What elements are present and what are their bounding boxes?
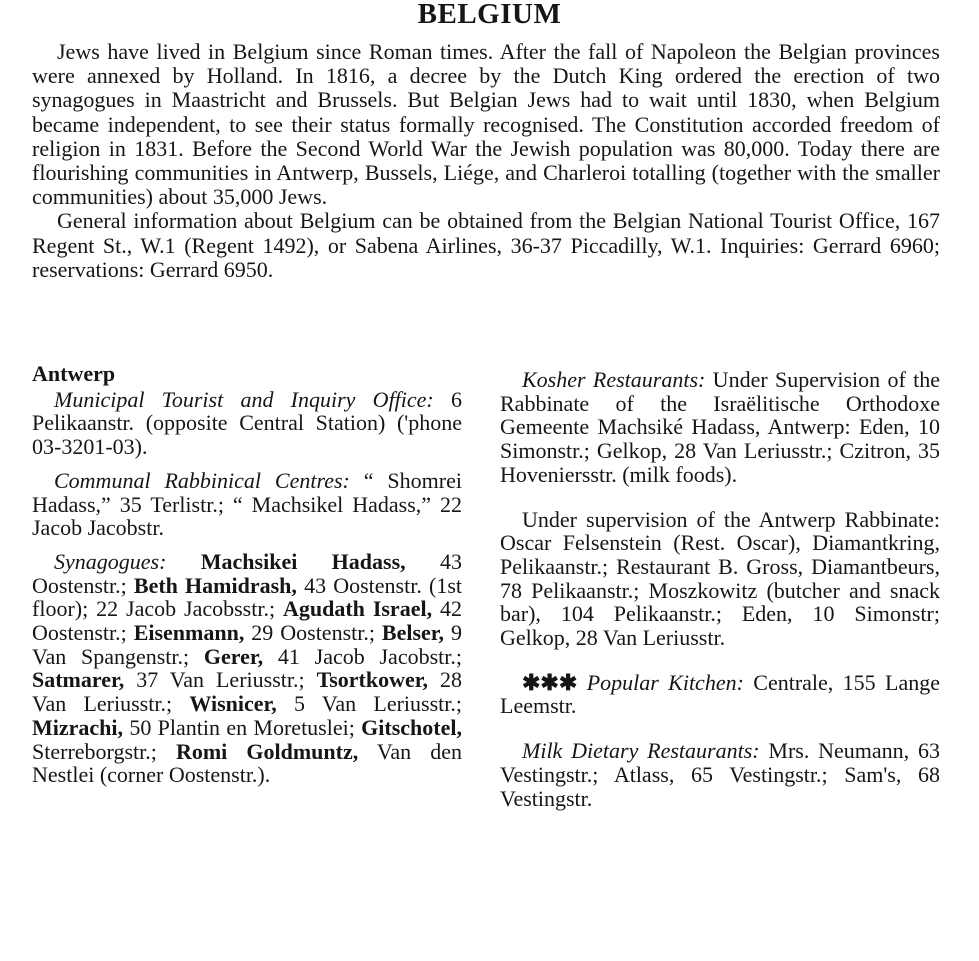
synagogue-address: 28 Van Leriusstr.; xyxy=(32,667,463,717)
synagogue-address: 42 Oostenstr.; xyxy=(32,596,462,646)
right-column xyxy=(500,368,940,831)
milk-restaurants-label: Milk Dietary Restaurants: xyxy=(522,738,760,764)
intro-paragraph-history: Jews have lived in Belgium since Roman times. After the fall of Napoleon the Belgian provinces were annexed by Holland. In 1816, a decree by the Dutch King ordered the erection of two synagogues in Maastricht and Brussels. But Belgian Jews had to wait until 1830, when Belgium became independent, to see their status formally recognised. The Constitution accorded freedom of religion in 1831. Before the Second World War the Jewish population was 80,000. Today there are flourishing communities in Antwerp, Bussels, Liége, and Charleroi totalling (together with the smaller communities) about 35,000 Jews. xyxy=(32,39,940,210)
synagogue-name: Mizrachi, xyxy=(32,714,124,740)
left-column xyxy=(32,362,462,797)
popular-kitchen-text: Centrale, 155 Lange Leemstr. xyxy=(500,669,940,719)
synagogue-name: Satmarer, xyxy=(32,667,125,693)
milk-restaurants-text: Mrs. Neumann, 63 Vestingstr.; Atlass, 65 Vestingstr.; Sam's, 68 Vestingstr. xyxy=(500,738,940,811)
rabbinical-centres-entry xyxy=(32,469,462,540)
synagogues-entry xyxy=(32,550,462,787)
synagogue-address: 43 Oostenstr.; xyxy=(32,548,463,598)
intro-paragraph-tourist-info: General information about Belgium can be obtained from the Belgian National Tourist Office, 167 Regent St., W.1 (Regent 1492), or Sabena Airlines, 36-37 Piccadilly, W.1. Inquiries: Gerrard 6960; reservations: Gerrard 6950. xyxy=(32,208,940,282)
synagogue-address: 9 Van Spangenstr.; xyxy=(32,620,462,669)
synagogue-name: Gerer, xyxy=(203,643,264,669)
synagogue-name: Belser, xyxy=(381,620,445,646)
kosher-restaurants-entry xyxy=(500,368,940,487)
intro-section xyxy=(32,40,940,282)
rabbinical-centres-label: Communal Rabbinical Centres: xyxy=(54,467,350,493)
tourist-office-text: 6 Pelikaanstr. (opposite Central Station) ('phone 03-3201-03). xyxy=(32,386,462,460)
synagogue-name: Agudath Israel, xyxy=(282,596,433,622)
synagogue-address: Sterreborgstr.; xyxy=(32,738,176,764)
tourist-office-label: Municipal Tourist and Inquiry Office: xyxy=(54,386,434,412)
three-star-icon: ✱✱✱ xyxy=(522,669,578,695)
synagogues-label: Synagogues: xyxy=(54,548,167,574)
synagogue-address: 43 Oostenstr. (1st floor); 22 Jacob Jacobsstr.; xyxy=(32,572,462,622)
synagogue-name: Tsortkower, xyxy=(316,667,429,693)
antwerp-rabbinate-entry: Under supervision of the Antwerp Rabbinate: Oscar Felsenstein (Rest. Oscar), Diamantkring, Pelikaanstr.; Restaurant B. Gross, Diamantbeurs, 78 Pelikaanstr.; Moszkowitz (butcher and snack bar), 104 Pelikaanstr.; Eden, 10 Simonstr; Gelkop, 28 Van Leriusstr. xyxy=(500,506,940,651)
synagogue-address: 41 Jacob Jacobstr.; xyxy=(263,643,462,669)
kosher-restaurants-label: Kosher Restaurants: xyxy=(522,367,706,392)
rabbinical-centres-text: “ Shomrei Hadass,” 35 Terlistr.; “ Machsikel Hadass,” 22 Jacob Jacobstr. xyxy=(32,467,462,541)
synagogue-name: Wisnicer, xyxy=(189,691,277,717)
synagogue-address: Van den Nestlei (corner Oostenstr.). xyxy=(32,738,462,788)
tourist-office-entry xyxy=(32,388,462,459)
synagogue-address: 37 Van Leriusstr.; xyxy=(124,667,317,693)
synagogue-address: 29 Oostenstr.; xyxy=(244,620,382,646)
kosher-restaurants-text: Under Supervision of the Rabbinate of the Israëlitische Orthodoxe Gemeente Machsiké Hadass, Antwerp: Eden, 10 Simonstr.; Gelkop, 28 Van Leriusstr.; Czitron, 35 Hoveniersstr. (milk foods). xyxy=(500,367,941,487)
popular-kitchen-entry xyxy=(500,671,940,718)
synagogue-name: Romi Goldmuntz, xyxy=(175,738,359,764)
milk-restaurants-entry xyxy=(500,739,940,810)
page-title: BELGIUM xyxy=(417,0,562,30)
popular-kitchen-label: Popular Kitchen: xyxy=(586,669,744,695)
synagogue-name: Eisenmann, xyxy=(133,620,245,646)
city-heading: Antwerp xyxy=(32,361,116,386)
synagogue-name: Gitschotel, xyxy=(361,714,462,740)
synagogue-name: Machsikei Hadass, xyxy=(200,548,406,574)
synagogue-name: Beth Hamidrash, xyxy=(133,572,297,598)
synagogue-address: 5 Van Leriusstr.; xyxy=(276,691,462,717)
synagogue-address: 50 Plantin en Moretuslei; xyxy=(123,714,362,740)
